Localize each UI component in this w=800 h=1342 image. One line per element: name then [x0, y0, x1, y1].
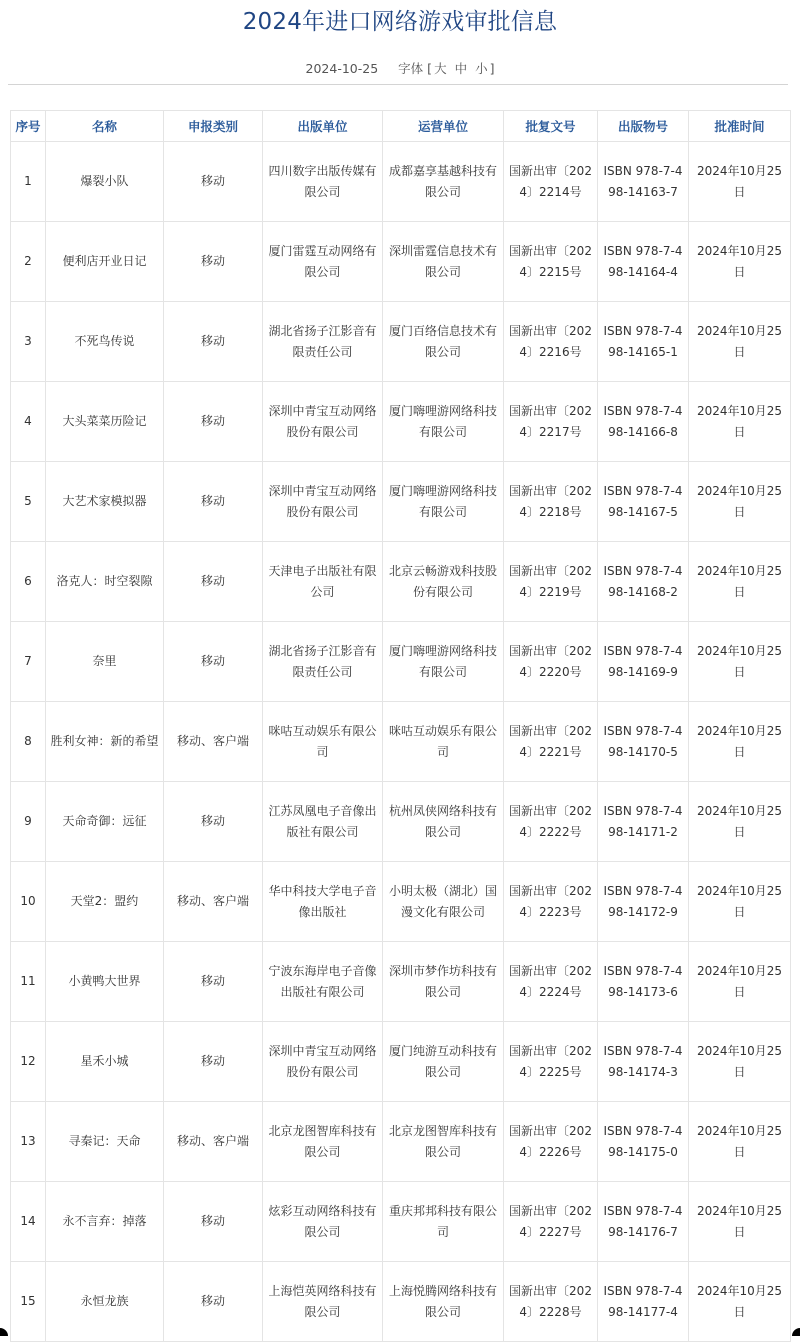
table-row — [11, 382, 791, 462]
cell-publisher: 华中科技大学电子音像出版社 — [263, 862, 383, 942]
font-size-large-button[interactable]: 大 — [434, 61, 447, 76]
cell-no: 10 — [11, 862, 46, 942]
column-header-date: 批准时间 — [689, 111, 791, 142]
cell-date: 2024年10月25日 — [689, 622, 791, 702]
cell-operator: 厦门嗨哩游网络科技有限公司 — [383, 382, 504, 462]
cell-publisher: 天津电子出版社有限公司 — [263, 542, 383, 622]
cell-name: 星禾小城 — [46, 1022, 164, 1102]
cell-operator: 深圳雷霆信息技术有限公司 — [383, 222, 504, 302]
cell-name: 胜利女神：新的希望 — [46, 702, 164, 782]
cell-category: 移动、客户端 — [164, 862, 263, 942]
font-size-bracket-close: ] — [489, 61, 495, 76]
cell-date: 2024年10月25日 — [689, 302, 791, 382]
cell-category: 移动、客户端 — [164, 702, 263, 782]
article-meta — [0, 58, 800, 80]
cell-approval-no: 国新出审〔2024〕2227号 — [504, 1182, 598, 1262]
table-row — [11, 702, 791, 782]
cell-date: 2024年10月25日 — [689, 1102, 791, 1182]
cell-isbn: ISBN 978-7-498-14167-5 — [598, 462, 689, 542]
cell-operator: 咪咕互动娱乐有限公司 — [383, 702, 504, 782]
cell-approval-no: 国新出审〔2024〕2225号 — [504, 1022, 598, 1102]
font-size-label: 字体 — [398, 61, 424, 76]
font-size-medium-button[interactable]: 中 — [454, 61, 468, 76]
cell-name: 小黄鸭大世界 — [46, 942, 164, 1022]
cell-no: 13 — [11, 1102, 46, 1182]
cell-category: 移动 — [164, 462, 263, 542]
cell-date: 2024年10月25日 — [689, 142, 791, 222]
cell-category: 移动 — [164, 782, 263, 862]
cell-isbn: ISBN 978-7-498-14169-9 — [598, 622, 689, 702]
cell-category: 移动 — [164, 1022, 263, 1102]
cell-isbn: ISBN 978-7-498-14174-3 — [598, 1022, 689, 1102]
cell-date: 2024年10月25日 — [689, 1022, 791, 1102]
cell-name: 永恒龙族 — [46, 1262, 164, 1342]
column-header-category: 申报类别 — [164, 111, 263, 142]
cell-no: 4 — [11, 382, 46, 462]
cell-name: 不死鸟传说 — [46, 302, 164, 382]
column-header-operator: 运营单位 — [383, 111, 504, 142]
cell-no: 6 — [11, 542, 46, 622]
cell-approval-no: 国新出审〔2024〕2221号 — [504, 702, 598, 782]
screen-corner-decoration — [792, 1328, 800, 1336]
column-header-isbn: 出版物号 — [598, 111, 689, 142]
table-row — [11, 542, 791, 622]
cell-isbn: ISBN 978-7-498-14175-0 — [598, 1102, 689, 1182]
cell-date: 2024年10月25日 — [689, 462, 791, 542]
cell-publisher: 厦门雷霆互动网络有限公司 — [263, 222, 383, 302]
table-row — [11, 862, 791, 942]
cell-operator: 厦门嗨哩游网络科技有限公司 — [383, 462, 504, 542]
cell-isbn: ISBN 978-7-498-14170-5 — [598, 702, 689, 782]
table-row — [11, 1262, 791, 1342]
cell-no: 14 — [11, 1182, 46, 1262]
cell-approval-no: 国新出审〔2024〕2218号 — [504, 462, 598, 542]
cell-no: 5 — [11, 462, 46, 542]
cell-operator: 厦门百络信息技术有限公司 — [383, 302, 504, 382]
cell-name: 天堂2：盟约 — [46, 862, 164, 942]
cell-publisher: 上海恺英网络科技有限公司 — [263, 1262, 383, 1342]
cell-date: 2024年10月25日 — [689, 702, 791, 782]
column-header-publisher: 出版单位 — [263, 111, 383, 142]
column-header-name: 名称 — [46, 111, 164, 142]
table-row — [11, 1102, 791, 1182]
table-row — [11, 1182, 791, 1262]
table-row — [11, 222, 791, 302]
cell-isbn: ISBN 978-7-498-14168-2 — [598, 542, 689, 622]
cell-no: 8 — [11, 702, 46, 782]
cell-date: 2024年10月25日 — [689, 782, 791, 862]
cell-isbn: ISBN 978-7-498-14177-4 — [598, 1262, 689, 1342]
cell-isbn: ISBN 978-7-498-14164-4 — [598, 222, 689, 302]
cell-category: 移动 — [164, 942, 263, 1022]
cell-name: 大艺术家模拟器 — [46, 462, 164, 542]
cell-date: 2024年10月25日 — [689, 1182, 791, 1262]
page-title: 2024年进口网络游戏审批信息 — [242, 9, 558, 35]
cell-category: 移动 — [164, 622, 263, 702]
cell-isbn: ISBN 978-7-498-14165-1 — [598, 302, 689, 382]
cell-approval-no: 国新出审〔2024〕2228号 — [504, 1262, 598, 1342]
cell-operator: 成都嘉享基越科技有限公司 — [383, 142, 504, 222]
cell-category: 移动 — [164, 1262, 263, 1342]
cell-approval-no: 国新出审〔2024〕2226号 — [504, 1102, 598, 1182]
cell-category: 移动、客户端 — [164, 1102, 263, 1182]
cell-no: 7 — [11, 622, 46, 702]
table-header — [11, 111, 791, 142]
font-size-bracket-open: [ — [427, 61, 433, 76]
table-row — [11, 302, 791, 382]
cell-no: 3 — [11, 302, 46, 382]
approval-table — [10, 110, 791, 1342]
cell-publisher: 江苏凤凰电子音像出版社有限公司 — [263, 782, 383, 862]
cell-operator: 北京云畅游戏科技股份有限公司 — [383, 542, 504, 622]
cell-name: 奈里 — [46, 622, 164, 702]
cell-approval-no: 国新出审〔2024〕2224号 — [504, 942, 598, 1022]
cell-no: 2 — [11, 222, 46, 302]
cell-approval-no: 国新出审〔2024〕2223号 — [504, 862, 598, 942]
cell-publisher: 深圳中青宝互动网络股份有限公司 — [263, 1022, 383, 1102]
cell-publisher: 深圳中青宝互动网络股份有限公司 — [263, 382, 383, 462]
cell-date: 2024年10月25日 — [689, 222, 791, 302]
cell-approval-no: 国新出审〔2024〕2216号 — [504, 302, 598, 382]
table-row — [11, 942, 791, 1022]
cell-name: 爆裂小队 — [46, 142, 164, 222]
cell-name: 寻秦记：天命 — [46, 1102, 164, 1182]
table-row — [11, 142, 791, 222]
cell-name: 天命奇御：远征 — [46, 782, 164, 862]
cell-isbn: ISBN 978-7-498-14176-7 — [598, 1182, 689, 1262]
cell-approval-no: 国新出审〔2024〕2222号 — [504, 782, 598, 862]
cell-date: 2024年10月25日 — [689, 542, 791, 622]
cell-operator: 重庆邦邦科技有限公司 — [383, 1182, 504, 1262]
cell-no: 15 — [11, 1262, 46, 1342]
cell-publisher: 炫彩互动网络科技有限公司 — [263, 1182, 383, 1262]
cell-publisher: 深圳中青宝互动网络股份有限公司 — [263, 462, 383, 542]
table-row — [11, 782, 791, 862]
cell-publisher: 四川数字出版传媒有限公司 — [263, 142, 383, 222]
header-divider — [8, 84, 788, 85]
font-size-small-button[interactable]: 小 — [475, 61, 488, 76]
cell-category: 移动 — [164, 222, 263, 302]
cell-isbn: ISBN 978-7-498-14171-2 — [598, 782, 689, 862]
cell-publisher: 咪咕互动娱乐有限公司 — [263, 702, 383, 782]
cell-category: 移动 — [164, 302, 263, 382]
cell-isbn: ISBN 978-7-498-14173-6 — [598, 942, 689, 1022]
cell-publisher: 北京龙图智库科技有限公司 — [263, 1102, 383, 1182]
cell-operator: 深圳市梦作坊科技有限公司 — [383, 942, 504, 1022]
cell-date: 2024年10月25日 — [689, 382, 791, 462]
table-row — [11, 622, 791, 702]
cell-no: 9 — [11, 782, 46, 862]
cell-date: 2024年10月25日 — [689, 1262, 791, 1342]
cell-category: 移动 — [164, 142, 263, 222]
cell-approval-no: 国新出审〔2024〕2215号 — [504, 222, 598, 302]
cell-approval-no: 国新出审〔2024〕2219号 — [504, 542, 598, 622]
cell-no: 12 — [11, 1022, 46, 1102]
cell-operator: 杭州凤侠网络科技有限公司 — [383, 782, 504, 862]
cell-date: 2024年10月25日 — [689, 942, 791, 1022]
cell-category: 移动 — [164, 1182, 263, 1262]
cell-isbn: ISBN 978-7-498-14166-8 — [598, 382, 689, 462]
cell-operator: 北京龙图智库科技有限公司 — [383, 1102, 504, 1182]
cell-isbn: ISBN 978-7-498-14172-9 — [598, 862, 689, 942]
cell-date: 2024年10月25日 — [689, 862, 791, 942]
cell-publisher: 湖北省扬子江影音有限责任公司 — [263, 622, 383, 702]
cell-no: 11 — [11, 942, 46, 1022]
cell-name: 永不言弃：掉落 — [46, 1182, 164, 1262]
cell-category: 移动 — [164, 542, 263, 622]
cell-approval-no: 国新出审〔2024〕2217号 — [504, 382, 598, 462]
screen-corner-decoration — [0, 1328, 8, 1336]
table-body — [11, 142, 791, 1342]
table-row — [11, 462, 791, 542]
cell-operator: 小明太极（湖北）国漫文化有限公司 — [383, 862, 504, 942]
table-row — [11, 1022, 791, 1102]
cell-category: 移动 — [164, 382, 263, 462]
cell-no: 1 — [11, 142, 46, 222]
column-header-approval-no: 批复文号 — [504, 111, 598, 142]
cell-isbn: ISBN 978-7-498-14163-7 — [598, 142, 689, 222]
column-header-no: 序号 — [11, 111, 46, 142]
cell-operator: 厦门纯游互动科技有限公司 — [383, 1022, 504, 1102]
cell-publisher: 湖北省扬子江影音有限责任公司 — [263, 302, 383, 382]
cell-operator: 厦门嗨哩游网络科技有限公司 — [383, 622, 504, 702]
publish-date: 2024-10-25 — [305, 61, 379, 76]
cell-publisher: 宁波东海岸电子音像出版社有限公司 — [263, 942, 383, 1022]
cell-name: 洛克人：时空裂隙 — [46, 542, 164, 622]
cell-operator: 上海悦腾网络科技有限公司 — [383, 1262, 504, 1342]
header-row — [11, 111, 791, 142]
cell-name: 大头菜菜历险记 — [46, 382, 164, 462]
cell-approval-no: 国新出审〔2024〕2220号 — [504, 622, 598, 702]
cell-name: 便利店开业日记 — [46, 222, 164, 302]
cell-approval-no: 国新出审〔2024〕2214号 — [504, 142, 598, 222]
